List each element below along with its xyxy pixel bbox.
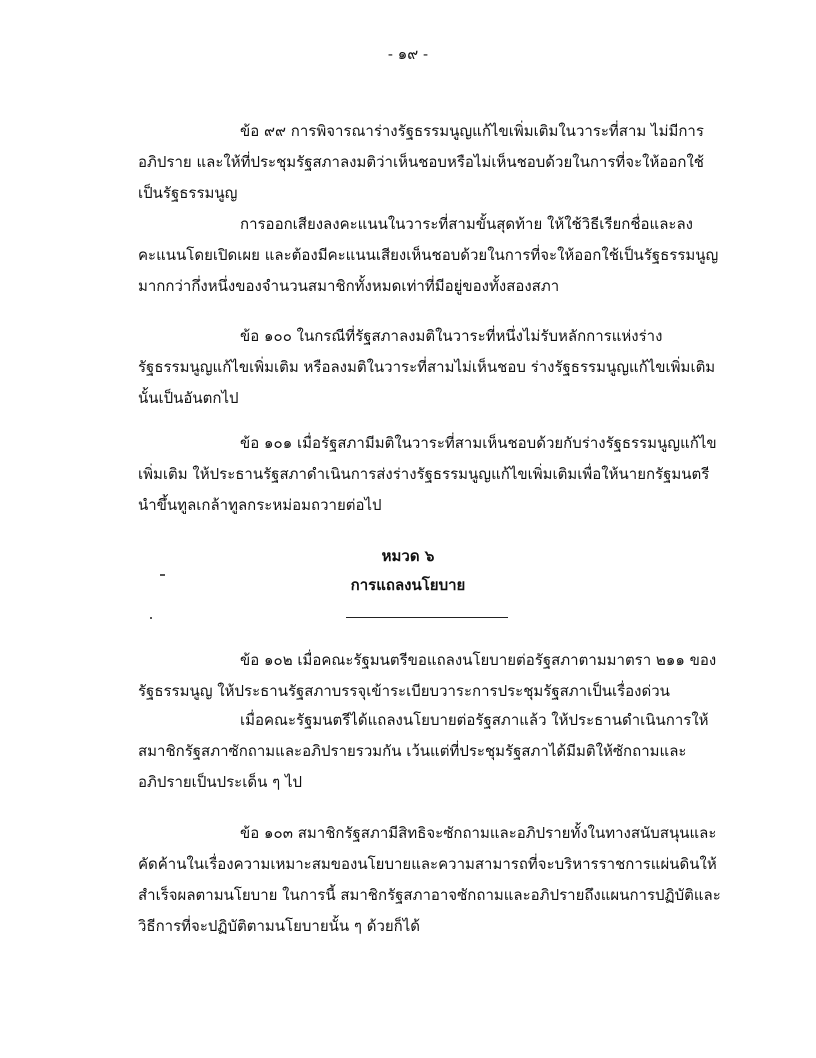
article-99-paragraph-2 <box>138 209 724 302</box>
article-101-paragraph <box>138 428 724 521</box>
article-102-text-2: เมื่อคณะรัฐมนตรีได้แถลงนโยบายต่อรัฐสภาแล้ว ให้ประธานดำเนินการให้สมาชิกรัฐสภาซักถามและอภิปรายรวมกัน เว้นแต่ที่ประชุมรัฐสภาได้มีมติให้ซักถามและอภิปรายเป็นประเด็น ๆ ไป <box>138 711 709 791</box>
article-100-paragraph <box>138 321 724 414</box>
chapter-number: หมวด ๖ <box>381 547 435 565</box>
scan-speck <box>150 617 152 619</box>
article-102-paragraph-1 <box>138 645 724 707</box>
chapter-title: การแถลงนโยบาย <box>350 576 466 594</box>
article-99-text-2: การออกเสียงลงคะแนนในวาระที่สามขั้นสุดท้าย ให้ใช้วิธีเรียกชื่อและลงคะแนนโดยเปิดเผย และต้องมีคะแนนเสียงเห็นชอบด้วยในการที่จะให้ออกใช้เป็นรัฐธรรมนูญมากกว่ากึ่งหนึ่งของจำนวนสมาชิกทั้งหมดเท่าที่มีอยู่ของทั้งสองสภา <box>138 215 719 295</box>
page-number: - ๑๙ - <box>387 45 429 63</box>
chapter-underline <box>346 617 508 618</box>
article-100-text: ข้อ ๑๐๐ ในกรณีที่รัฐสภาลงมติในวาระที่หนึ่งไม่รับหลักการแห่งร่างรัฐธรรมนูญแก้ไขเพิ่มเติม หรือลงมติในวาระที่สามไม่เห็นชอบ ร่างรัฐธรรมนูญแก้ไขเพิ่มเติมนั้นเป็นอันตกไป <box>138 327 716 407</box>
article-103-text: ข้อ ๑๐๓ สมาชิกรัฐสภามีสิทธิจะซักถามและอภิปรายทั้งในทางสนับสนุนและคัดค้านในเรื่องความเหมาะสมของนโยบายและความสามารถที่จะบริหารราชการแผ่นดินให้สำเร็จผลตามนโยบาย ในการนี้ สมาชิกรัฐสภาอาจซักถามและอภิปรายถึงแผนการปฏิบัติและวิธีการที่จะปฏิบัติตามนโยบายนั้น ๆ ด้วยก็ได้ <box>138 824 721 935</box>
article-102-paragraph-2 <box>138 705 724 798</box>
scan-speck <box>160 574 165 576</box>
article-103-paragraph <box>138 818 724 942</box>
article-99-text: ข้อ ๙๙ การพิจารณาร่างรัฐธรรมนูญแก้ไขเพิ่มเติมในวาระที่สาม ไม่มีการอภิปราย และให้ที่ประชุมรัฐสภาลงมติว่าเห็นชอบหรือไม่เห็นชอบด้วยในการที่จะให้ออกใช้เป็นรัฐธรรมนูญ <box>138 122 704 202</box>
article-101-text: ข้อ ๑๐๑ เมื่อรัฐสภามีมติในวาระที่สามเห็นชอบด้วยกับร่างรัฐธรรมนูญแก้ไขเพิ่มเติม ให้ประธานรัฐสภาดำเนินการส่งร่างรัฐธรรมนูญแก้ไขเพิ่มเติมเพื่อให้นายกรัฐมนตรีนำขึ้นทูลเกล้าทูลกระหม่อมถวายต่อไป <box>138 434 717 514</box>
article-99-paragraph-1 <box>138 116 724 209</box>
article-102-text: ข้อ ๑๐๒ เมื่อคณะรัฐมนตรีขอแถลงนโยบายต่อรัฐสภาตามมาตรา ๒๑๑ ของรัฐธรรมนูญ ให้ประธานรัฐสภาบรรจุเข้าระเบียบวาระการประชุมรัฐสภาเป็นเรื่องด่วน <box>138 651 717 700</box>
